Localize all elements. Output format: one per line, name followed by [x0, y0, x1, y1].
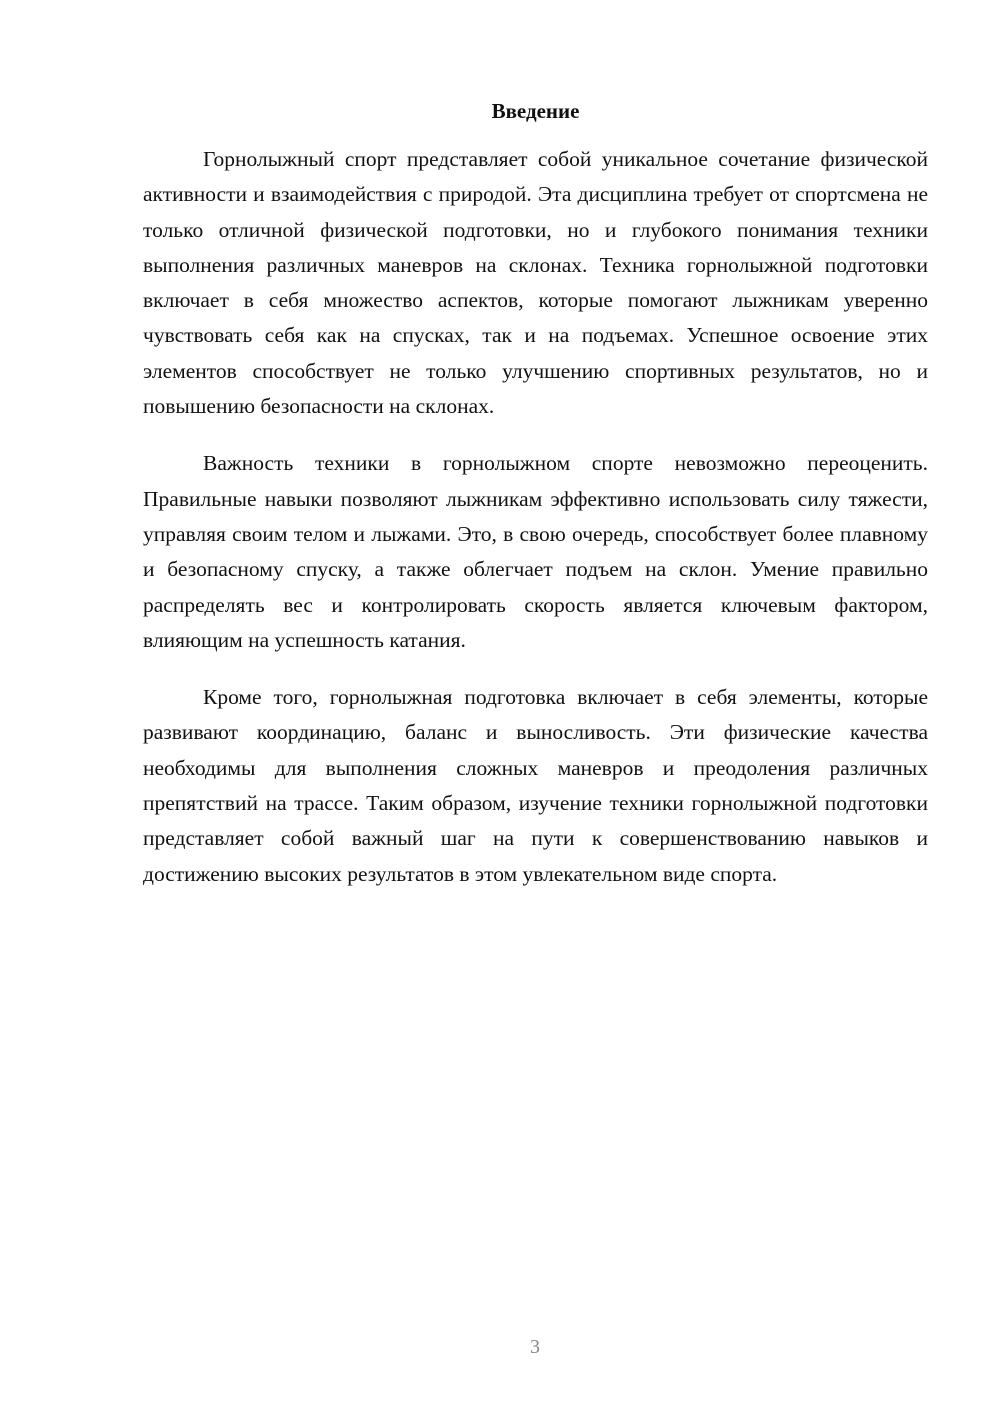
body-text — [143, 142, 928, 914]
paragraph-2: Важность техники в горнолыжном спорте невозможно переоценить. Правильные навыки позволяют лыжникам эффективно использовать силу тяжести, управляя своим телом и лыжами. Это, в свою очередь, способствует более плавному и безопасному спуску, а также облегчает подъем на склон. Умение правильно распределять вес и контролировать скорость является ключевым фактором, влияющим на успешность катания. — [143, 451, 928, 652]
paragraph-3: Кроме того, горнолыжная подготовка включает в себя элементы, которые развивают координацию, баланс и выносливость. Эти физические качества необходимы для выполнения сложных маневров и преодоления различных препятствий на трассе. Таким образом, изучение техники горнолыжной подготовки представляет собой важный шаг на пути к совершенствованию навыков и достижению высоких результатов в этом увлекательном виде спорта. — [143, 685, 928, 886]
section-heading: Введение — [491, 99, 580, 123]
page-number: 3 — [530, 1336, 540, 1358]
paragraph-1: Горнолыжный спорт представляет собой уникальное сочетание физической активности и взаимодействия с природой. Эта дисциплина требует от спортсмена не только отличной физической подготовки, но и глубокого понимания техники выполнения различных маневров на склонах. Техника горнолыжной подготовки включает в себя множество аспектов, которые помогают лыжникам уверенно чувствовать себя как на спусках, так и на подъемах. Успешное освоение этих элементов способствует не только улучшению спортивных результатов, но и повышению безопасности на склонах. — [143, 147, 928, 419]
